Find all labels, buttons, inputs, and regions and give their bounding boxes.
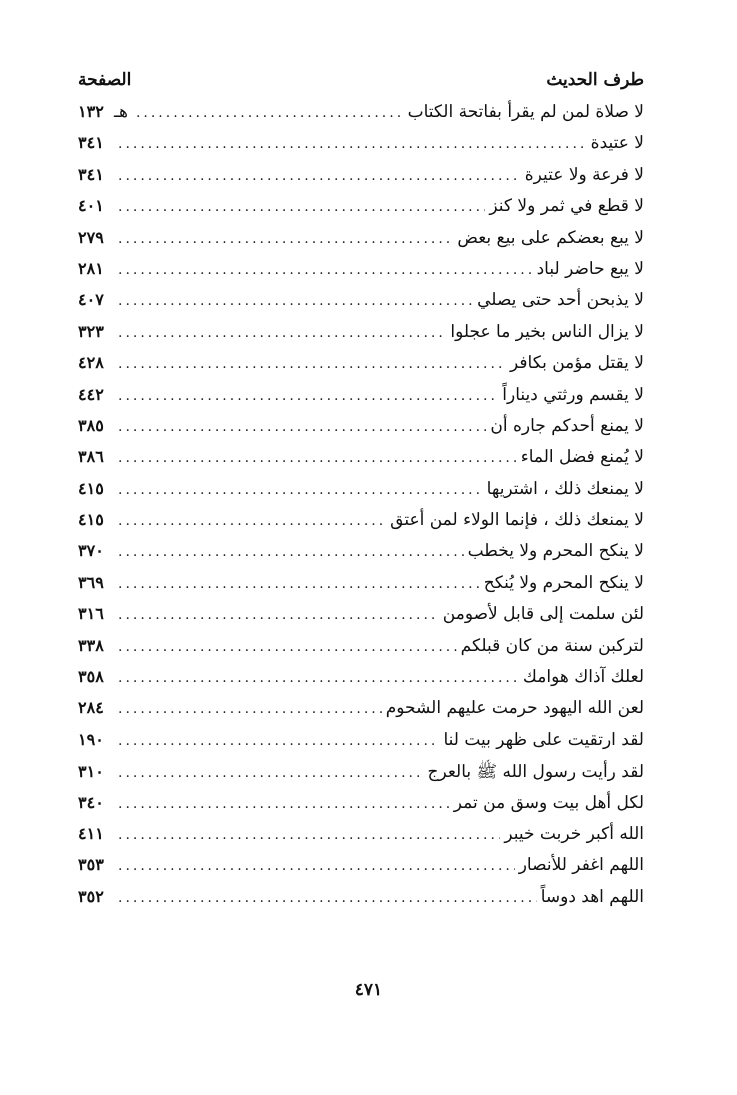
page-reference: ٢٧٩ [78,227,104,247]
list-item [78,196,644,227]
page-reference: ٣٥٨ [78,667,104,687]
hadith-text: لا يقسم ورثتي ديناراً [502,384,644,405]
page-reference: ١٣٢ [78,102,104,121]
index-page [78,70,644,918]
list-item [78,479,644,510]
hadith-text: اللهم اغفر للأنصار [518,855,644,876]
hadith-text: لكل أهل بيت وسق من تمر [453,792,644,813]
dot-leader [118,701,382,717]
hadith-text: لا يُمنع فضل الماء [520,447,644,468]
dot-leader [118,293,473,309]
hadith-text: لا فرعة ولا عتيرة [524,164,644,185]
list-item [78,165,644,196]
page-reference: ٢٨٤ [78,698,104,718]
hadith-text: اللهم اهد دوساً [540,886,644,907]
hadith-text: لا يبع بعضكم على بيع بعض [457,227,644,248]
page-reference: ٤١١ [78,823,104,843]
list-item [78,228,644,259]
page-reference: ٤١٥ [78,478,104,498]
dot-leader [118,890,537,906]
hadith-text: لا يذبحن أحد حتى يصلي [477,290,644,311]
page-number: ٤٧١ [354,980,383,1000]
list-item [78,887,644,918]
dot-leader [118,262,533,278]
page-reference: ٣٣٨ [78,635,104,655]
list-item [78,667,644,698]
list-item [78,730,644,761]
hadith-text: لا ينكح المحرم ولا يُنكح [483,572,644,593]
dot-leader [118,670,519,686]
hadith-text: لا يبع حاضر لباد [536,258,644,279]
hadith-text: الله أكبر خربت خيبر [504,823,644,844]
dot-leader [118,733,439,749]
dot-leader [118,231,453,247]
dot-leader [118,325,446,341]
page-reference: ٣٤١ [78,133,104,153]
list-item [78,353,644,384]
page-reference: ٢٨١ [78,258,104,278]
list-item [78,698,644,729]
list-item [78,290,644,321]
list-item [78,385,644,416]
page-reference: ٣٤١ [78,164,104,184]
hadith-column-heading: طرف الحديث [546,70,644,90]
page-reference: ١٩٠ [78,729,104,749]
list-item [78,761,644,792]
list-item [78,259,644,290]
hadith-text: لا عتيدة [590,133,644,154]
dot-leader [118,513,386,529]
hadith-text: لقد ارتقيت على ظهر بيت لنا [443,729,644,750]
hadith-text: لئن سلمت إلى قابل لأصومن [442,604,644,625]
hadith-text: لا يمنعك ذلك ، فإنما الولاء لمن أعتق [390,510,644,531]
page-reference: ٣٢٣ [78,321,104,341]
dot-leader [118,765,424,781]
page-reference: ٤٠٧ [78,290,104,310]
page-reference: ٤٠١ [78,196,104,216]
list-item [78,793,644,824]
dot-leader [118,482,483,498]
dot-leader [118,858,515,874]
list-item [78,102,644,133]
dot-leader [118,827,500,843]
dot-leader [118,639,457,655]
hadith-text: لا قطع في ثمر ولا كنز [489,196,644,217]
list-item [78,604,644,635]
list-item [78,416,644,447]
hadith-text: لا يزال الناس بخير ما عجلوا [450,321,644,342]
list-item [78,510,644,541]
page-reference: ٣٥٣ [78,855,104,875]
dot-leader [136,105,404,121]
page-column-heading: الصفحة [78,70,132,90]
dot-leader [118,199,485,215]
page-reference: ٣١٦ [78,604,104,624]
hadith-text: لا يقتل مؤمن بكافر [510,353,644,374]
page-reference: ٣٦٩ [78,572,104,592]
hadith-text: لعلك آذاك هوامك [522,667,644,688]
dot-leader [118,544,464,560]
hadith-text: لا صلاة لمن لم يقرأ بفاتحة الكتاب [407,102,644,122]
index-header [78,70,644,102]
dot-leader [118,136,587,152]
dot-leader [118,419,486,435]
list-item [78,824,644,855]
list-item [78,322,644,353]
hadith-text: لا ينكح المحرم ولا يخطب [467,541,644,562]
dot-leader [118,607,439,623]
page-reference: ٣٥٢ [78,886,104,906]
page-reference: ٤١٥ [78,510,104,530]
page-reference: ٣٨٥ [78,415,104,435]
hadith-text: لقد رأيت رسول الله ﷺ بالعرج [427,762,644,783]
hadith-text: لعن الله اليهود حرمت عليهم الشحوم [385,698,644,719]
page-reference: ٣٨٦ [78,447,104,467]
list-item [78,133,644,164]
dot-leader [118,356,506,372]
page-reference: ٣١٠ [78,762,104,782]
dot-leader [118,450,517,466]
list-item [78,636,644,667]
hadith-text: لا يمنع أحدكم جاره أن [490,415,644,436]
dot-leader [118,796,450,812]
hijri-suffix: هـ [114,102,128,122]
page-reference: ٣٤٠ [78,792,104,812]
list-item [78,855,644,886]
page-reference: ٤٢٨ [78,353,104,373]
page-reference: ٣٧٠ [78,541,104,561]
hadith-text: لا يمنعك ذلك ، اشتريها [486,478,644,499]
list-item [78,541,644,572]
dot-leader [118,168,521,184]
list-item [78,447,644,478]
hadith-text: لتركبن سنة من كان قبلكم [460,635,644,656]
list-item [78,573,644,604]
dot-leader [118,388,498,404]
hadith-index-list [78,102,644,918]
dot-leader [118,576,480,592]
page-reference: ٤٤٢ [78,384,104,404]
